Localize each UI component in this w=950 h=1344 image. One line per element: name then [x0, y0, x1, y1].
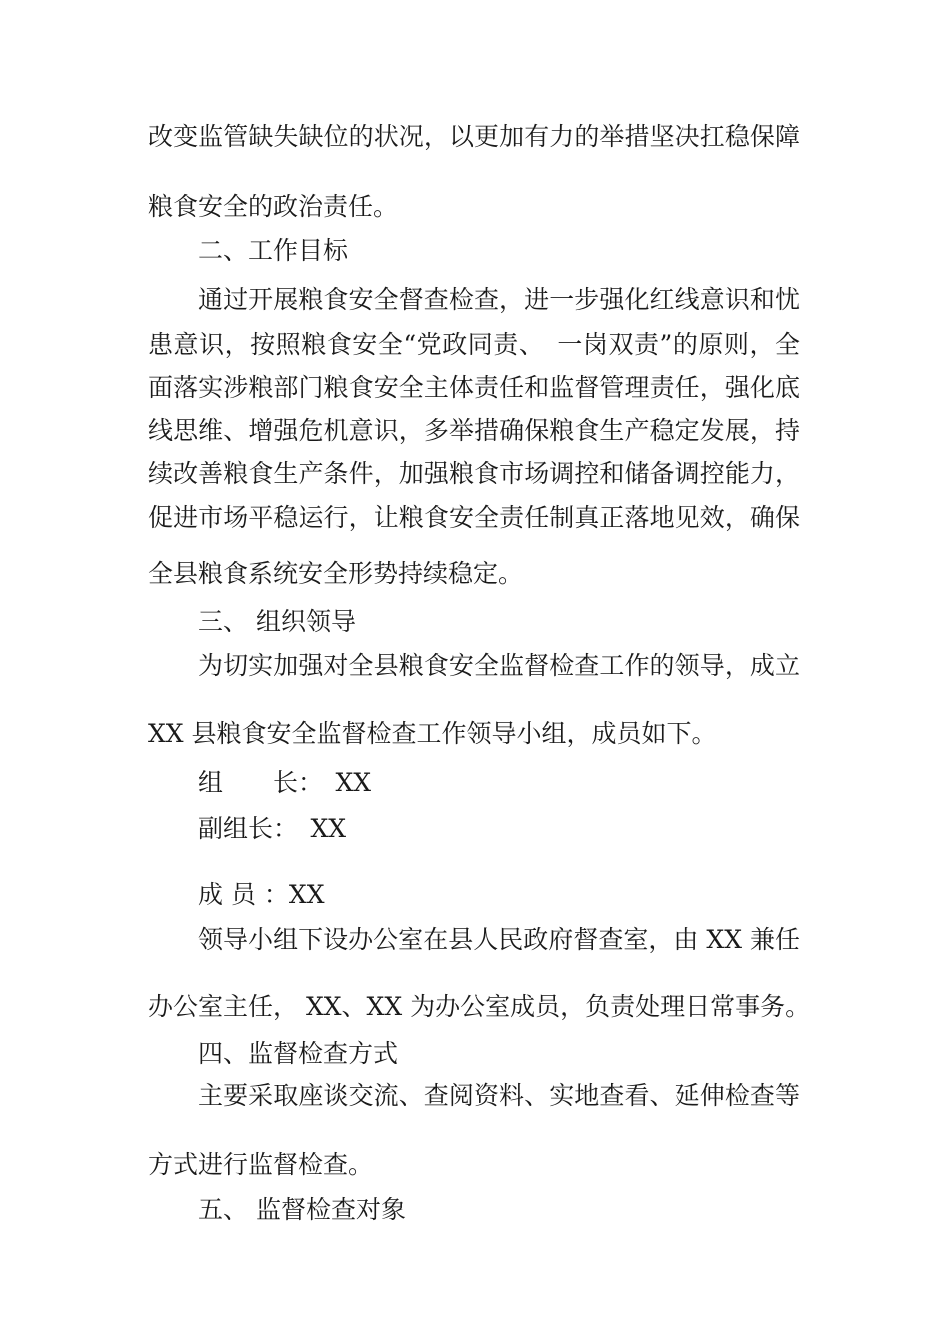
- paragraph-line: 为切实加强对全县粮食安全监督检查工作的领导，成立: [198, 651, 800, 680]
- paragraph-line: XX 县粮食安全监督检查工作领导小组，成员如下。: [148, 719, 717, 748]
- member-leader: 组 长： XX: [198, 768, 372, 797]
- paragraph-line: 患意识，按照粮食安全“党政同责、 一岗双责”的原则，全: [148, 330, 800, 359]
- paragraph-line: 粮食安全的政治责任。: [148, 192, 399, 221]
- section-heading: 五、 监督检查对象: [198, 1195, 406, 1224]
- paragraph-line: 领导小组下设办公室在县人民政府督查室，由 XX 兼任: [198, 925, 800, 954]
- paragraph-line: 方式进行监督检查。: [148, 1150, 374, 1179]
- paragraph-line: 面落实涉粮部门粮食安全主体责任和监督管理责任，强化底: [148, 373, 800, 402]
- paragraph-line: 办公室主任， XX、XX 为办公室成员，负责处理日常事务。: [148, 992, 811, 1021]
- section-heading: 三、 组织领导: [198, 607, 356, 636]
- section-heading: 二、工作目标: [198, 236, 349, 265]
- paragraph-line: 续改善粮食生产条件，加强粮食市场调控和储备调控能力，: [148, 459, 800, 488]
- member-deputy-leader: 副组长： XX: [198, 814, 347, 843]
- paragraph-line: 主要采取座谈交流、查阅资料、实地查看、延伸检查等: [198, 1081, 800, 1110]
- paragraph-line: 通过开展粮食安全督查检查，进一步强化红线意识和忧: [198, 285, 800, 314]
- paragraph-line: 全县粮食系统安全形势持续稳定。: [148, 559, 524, 588]
- paragraph-line: 改变监管缺失缺位的状况，以更加有力的举措坚决扛稳保障: [148, 122, 800, 151]
- member-members: 成 员 ：XX: [198, 880, 325, 909]
- section-heading: 四、监督检查方式: [198, 1039, 399, 1068]
- paragraph-line: 促进市场平稳运行，让粮食安全责任制真正落地见效，确保: [148, 503, 800, 532]
- paragraph-line: 线思维、增强危机意识，多举措确保粮食生产稳定发展，持: [148, 416, 800, 445]
